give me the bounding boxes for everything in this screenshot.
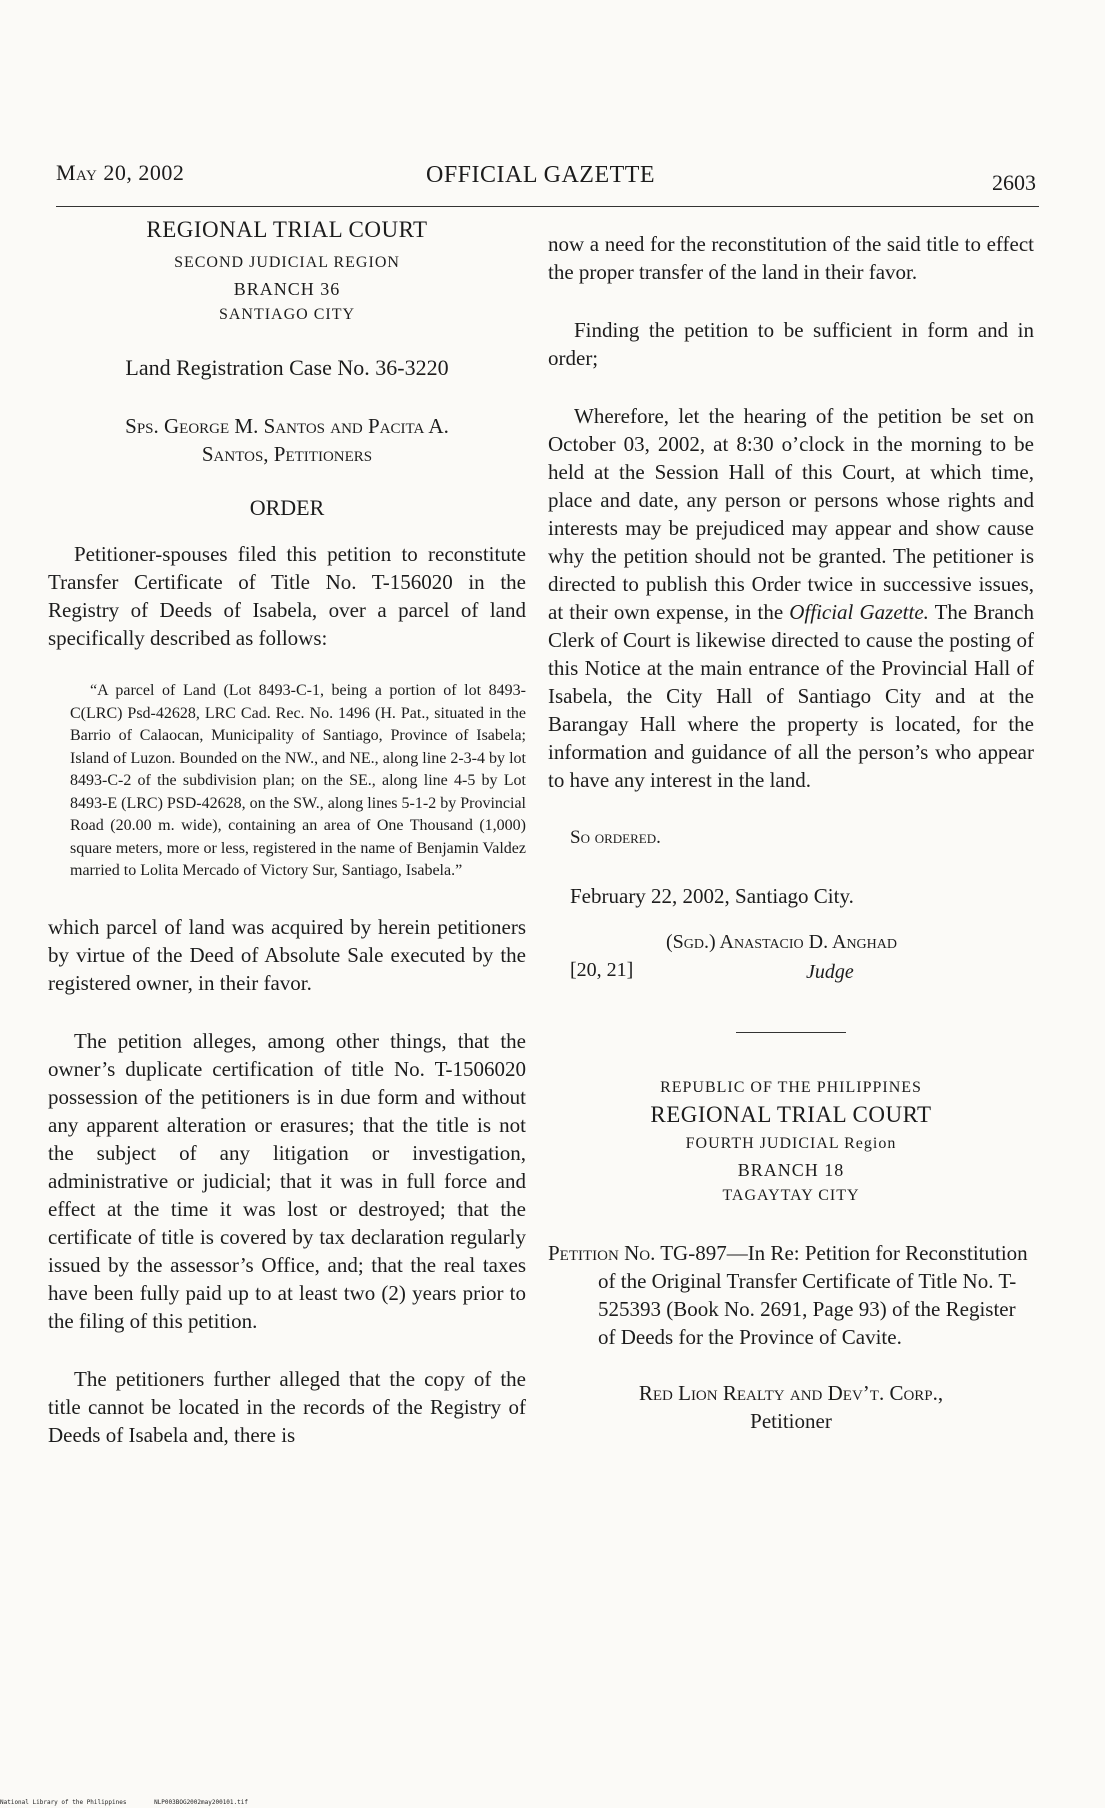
city: SANTIAGO CITY bbox=[218, 306, 356, 323]
paragraph: Finding the petition to be sufficient in form and in order; bbox=[548, 318, 1034, 370]
parties-line-1: Sps. George M. Santos and Pacita A. bbox=[125, 414, 449, 438]
signature-block bbox=[548, 928, 1034, 994]
petition-label: Petition No. bbox=[548, 1241, 656, 1265]
judge-signature: (Sgd.) Anastacio D. Anghad bbox=[666, 931, 897, 953]
issue-reference: [20, 21] bbox=[570, 959, 634, 981]
paragraph-text: The Branch Clerk of Court is likewise directed to cause the posting of this Notice at the main entrance of the Provincial Hall of Isabela, the City Hall of Santiago City and at the Barangay Hall where the property is located, for the information and guidance of all the person’s who appear to have any interest in the land. bbox=[548, 600, 1034, 792]
so-ordered: So ordered. bbox=[570, 827, 661, 848]
petitioner-name: Red Lion Realty and Dev’t. Corp., bbox=[638, 1381, 944, 1405]
paragraph-text: Wherefore, let the hearing of the petition be set on October 03, 2002, at 8:30 o’clock in the morning to be held at the Session Hall of this Court, at which time, place and date, any person or persons whose rights and interests may be prejudiced may appear and show cause why the petition should not be granted. The petitioner is directed to publish this Order twice in successive issues, at their own expense, in the bbox=[548, 404, 1034, 624]
paragraph: which parcel of land was acquired by herein petitioners by virtue of the Deed of Absolute Sale executed by the registered owner, in their favor. bbox=[48, 914, 526, 995]
parties-line-2: Santos, Petitioners bbox=[201, 442, 373, 466]
section-divider bbox=[736, 1032, 846, 1033]
header-page-number: 2603 bbox=[992, 170, 1036, 195]
branch: BRANCH 18 bbox=[737, 1160, 845, 1180]
petition-text: TG-897—In Re: Petition for Reconstitution of the Original Transfer Certificate of Title No. T-525393 (Book No. 2691, Page 93) of the Register of Deeds for the Province of Cavite. bbox=[598, 1241, 1028, 1349]
republic-heading: REPUBLIC OF THE PHILIPPINES bbox=[660, 1079, 922, 1096]
petitioner-role: Petitioner bbox=[750, 1409, 832, 1433]
court-name: REGIONAL TRIAL COURT bbox=[146, 217, 428, 242]
branch: BRANCH 36 bbox=[233, 279, 341, 299]
petition-caption bbox=[548, 1239, 1034, 1351]
order-title: ORDER bbox=[249, 495, 325, 520]
paragraph bbox=[548, 402, 1034, 794]
paragraph: The petitioners further alleged that the copy of the title cannot be located in the records of the Registry of Deeds of Isabela and, there is bbox=[48, 1366, 526, 1447]
footer-library: National Library of the Philippines bbox=[0, 1799, 127, 1806]
left-column bbox=[48, 216, 526, 1449]
judicial-region: FOURTH JUDICIAL Region bbox=[685, 1135, 897, 1152]
page-header bbox=[56, 160, 1036, 208]
dateline: February 22, 2002, Santiago City. bbox=[570, 884, 854, 908]
header-publication: OFFICIAL GAZETTE bbox=[426, 162, 656, 188]
city: TAGAYTAY CITY bbox=[722, 1187, 860, 1204]
right-column bbox=[548, 230, 1034, 1435]
header-rule bbox=[56, 206, 1039, 207]
court-name: REGIONAL TRIAL COURT bbox=[650, 1102, 932, 1127]
petitioner-block bbox=[548, 1379, 1034, 1435]
paragraph: The petition alleges, among other things, that the owner’s duplicate certification of title No. T-1506020 possession of the petitioners is in due form and without any apparent alteration or erasures; that the title is not the subject of any litigation or investigation, administrative or judicial; that it was in full force and effect at the time it was lost or destroyed; that the certificate of title is covered by tax declaration regularly issued by the assessor’s Office, and; that the real taxes have been fully paid up to at least two (2) years prior to the filing of this petition. bbox=[48, 1028, 526, 1333]
land-description-quote: “A parcel of Land (Lot 8493-C-1, being a portion of lot 8493-C(LRC) Psd-42628, LRC Cad. Rec. No. 1496 (H. Pat., situated in the Barrio of Calaocan, Municipality of Santiago, Province of Isabela; Island of Luzon. Bounded on the NW., and NE., along line 2-3-4 by lot 8493-C-2 of the subdivision plan; on the SE., along line 4-5 by Lot 8493-E (LRC) PSD-42628, on the SW., along lines 5-1-2 by Provincial Road (20.00 m. wide), containing an area of One Thousand (1,000) square meters, more or less, registered in the name of Benjamin Valdez married to Lolita Mercado of Victory Sur, Santiago, Isabela.” bbox=[70, 682, 526, 879]
case-number: Land Registration Case No. 36-3220 bbox=[125, 355, 449, 380]
paragraph: Petitioner-spouses filed this petition to reconstitute Transfer Certificate of Title No. T-156020 in the Registry of Deeds of Isabela, over a parcel of land specifically described as follows: bbox=[48, 542, 526, 650]
judicial-region: SECOND JUDICIAL REGION bbox=[174, 254, 400, 271]
header-date: May 20, 2002 bbox=[56, 160, 185, 185]
paragraph: now a need for the reconstitution of the said title to effect the proper transfer of the land in their favor. bbox=[548, 232, 1034, 284]
scan-footer bbox=[0, 1799, 400, 1806]
judge-title: Judge bbox=[806, 961, 854, 983]
gazette-reference: Official Gazette. bbox=[789, 600, 929, 624]
footer-file-id: NLP003BOG2002may200101.tif bbox=[154, 1799, 248, 1806]
